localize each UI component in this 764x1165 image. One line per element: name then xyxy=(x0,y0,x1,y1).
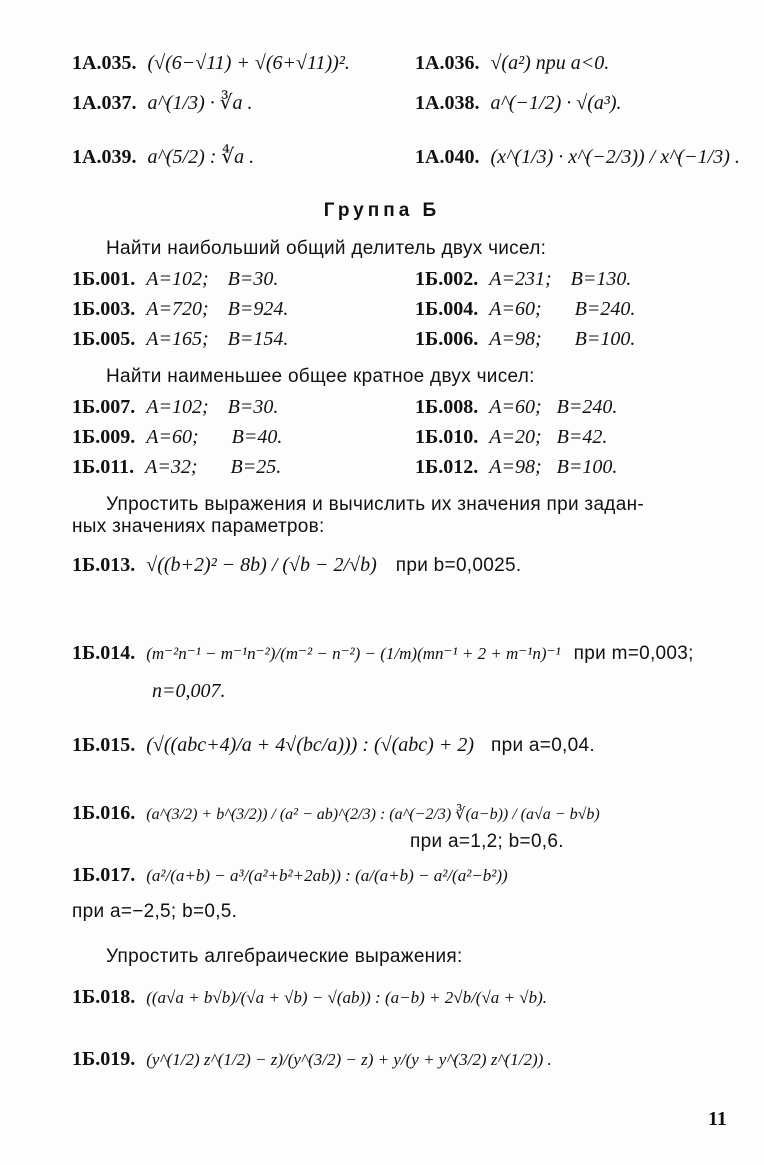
value-b: B=240. xyxy=(574,298,636,320)
problem-1b008 xyxy=(415,394,617,420)
problem-1a037 xyxy=(72,90,253,116)
problem-expression: √(a²) при a<0. xyxy=(490,52,610,74)
problem-1b013 xyxy=(72,552,521,579)
problem-condition: при b=0,0025. xyxy=(395,555,522,576)
problem-id: 1Б.018. xyxy=(72,986,136,1008)
problem-1b009 xyxy=(72,424,282,450)
problem-1b017-cond xyxy=(72,898,237,925)
problem-id: 1Б.012. xyxy=(415,456,479,478)
value-b: B=25. xyxy=(230,456,282,478)
problem-id: 1Б.003. xyxy=(72,298,136,320)
problem-1b012 xyxy=(415,454,617,480)
problem-id: 1Б.001. xyxy=(72,268,136,290)
problem-condition: при a=−2,5; b=0,5. xyxy=(72,901,238,922)
problem-expression: (a²/(a+b) − a³/(a²+b²+2ab)) : (a/(a+b) − a²/(a²−b²)) xyxy=(146,866,508,885)
problem-condition: при a=0,04. xyxy=(490,735,595,756)
value-a: A=60; xyxy=(489,396,542,418)
problem-id: 1Б.016. xyxy=(72,802,136,824)
value-b: B=42. xyxy=(556,426,608,448)
page-number: 11 xyxy=(708,1108,727,1130)
problem-1a036 xyxy=(415,50,609,76)
problem-id: 1Б.017. xyxy=(72,864,136,886)
problem-1b001 xyxy=(72,266,278,292)
problem-expression: (√((abc+4)/a + 4√(bc/a))) : (√(abc) + 2) xyxy=(146,734,474,756)
problem-1b015 xyxy=(72,732,595,759)
problem-1a040 xyxy=(415,144,740,170)
problem-1b002 xyxy=(415,266,631,292)
value-a: A=60; xyxy=(146,426,199,448)
problem-id: 1А.036. xyxy=(415,52,480,74)
problem-1b019 xyxy=(72,1046,552,1073)
problem-expression: (m⁻²n⁻¹ − m⁻¹n⁻²)/(m⁻² − n⁻²) − (1/m)(mn⁻¹ + 2 + m⁻¹n)⁻¹ xyxy=(146,644,561,663)
problem-expression: (x^(1/3) · x^(−2/3)) / x^(−1/3) . xyxy=(490,146,740,168)
section-heading-lcm: Найти наименьшее общее кратное двух чисел: xyxy=(106,366,535,387)
problem-id: 1А.040. xyxy=(415,146,480,168)
problem-1b004 xyxy=(415,296,635,322)
problem-1b006 xyxy=(415,326,635,352)
problem-1a035 xyxy=(72,50,350,76)
problem-id: 1Б.015. xyxy=(72,734,136,756)
problem-1b014 xyxy=(72,640,694,667)
problem-id: 1А.038. xyxy=(415,92,480,114)
problem-id: 1Б.019. xyxy=(72,1048,136,1070)
value-a: A=32; xyxy=(145,456,198,478)
problem-expression: a^(1/3) · ∛a . xyxy=(147,92,253,114)
problem-expression: (a^(3/2) + b^(3/2)) / (a² − ab)^(2/3) : (a^(−2/3) ∛(a−b)) / (a√a − b√b) xyxy=(146,806,600,823)
value-a: A=98; xyxy=(489,328,542,350)
value-b: B=40. xyxy=(231,426,283,448)
problem-id: 1Б.010. xyxy=(415,426,479,448)
value-a: A=165; xyxy=(146,328,209,350)
problem-id: 1А.035. xyxy=(72,52,137,74)
problem-id: 1Б.014. xyxy=(72,642,136,664)
problem-1b018 xyxy=(72,984,547,1011)
value-b: B=130. xyxy=(570,268,632,290)
value-a: A=720; xyxy=(146,298,209,320)
problem-id: 1Б.013. xyxy=(72,554,136,576)
problem-id: 1Б.007. xyxy=(72,396,136,418)
problem-expression: a^(5/2) : ∜a . xyxy=(147,146,255,168)
problem-1b007 xyxy=(72,394,278,420)
section-heading-simplify: Упростить выражения и вычислить их значения при задан- xyxy=(106,494,644,515)
problem-1b016-cond xyxy=(410,828,564,855)
value-b: B=30. xyxy=(227,396,279,418)
problem-expression: √((b+2)² − 8b) / (√b − 2/√b) xyxy=(146,554,377,576)
value-b: B=924. xyxy=(227,298,289,320)
value-b: B=154. xyxy=(227,328,289,350)
value-a: A=102; xyxy=(146,396,209,418)
group-title: Группа Б xyxy=(323,200,441,221)
value-a: A=60; xyxy=(489,298,542,320)
problem-expression: (√(6−√11) + √(6+√11))². xyxy=(147,52,350,74)
value-a: A=102; xyxy=(146,268,209,290)
problem-1a038 xyxy=(415,90,622,116)
problem-id: 1Б.009. xyxy=(72,426,136,448)
problem-expression: a^(−1/2) · √(a³). xyxy=(490,92,622,114)
section-heading-gcd: Найти наибольший общий делитель двух чисел: xyxy=(106,238,547,259)
problem-id: 1Б.002. xyxy=(415,268,479,290)
problem-id: 1Б.008. xyxy=(415,396,479,418)
problem-expression: ((a√a + b√b)/(√a + √b) − √(ab)) : (a−b) + 2√b/(√a + √b). xyxy=(146,988,547,1007)
value-b: B=30. xyxy=(227,268,279,290)
problem-1b011 xyxy=(72,454,281,480)
value-a: A=98; xyxy=(489,456,542,478)
problem-id: 1Б.005. xyxy=(72,328,136,350)
problem-1b005 xyxy=(72,326,288,352)
problem-id: 1Б.004. xyxy=(415,298,479,320)
value-a: A=231; xyxy=(489,268,552,290)
problem-condition: при m=0,003; xyxy=(573,643,694,664)
value-a: A=20; xyxy=(489,426,542,448)
problem-1b003 xyxy=(72,296,288,322)
problem-condition: n=0,007. xyxy=(152,680,226,702)
problem-id: 1Б.006. xyxy=(415,328,479,350)
section-heading-simplify-algebraic: Упростить алгебраические выражения: xyxy=(106,946,463,967)
value-b: B=240. xyxy=(556,396,618,418)
problem-expression: (y^(1/2) z^(1/2) − z)/(y^(3/2) − z) + y/(y + y^(3/2) z^(1/2)) . xyxy=(146,1050,552,1069)
problem-id: 1А.039. xyxy=(72,146,137,168)
problem-1b016 xyxy=(72,800,600,828)
value-b: B=100. xyxy=(574,328,636,350)
problem-condition: при a=1,2; b=0,6. xyxy=(410,831,564,852)
problem-1b010 xyxy=(415,424,607,450)
problem-1b014-cond2 xyxy=(152,678,226,704)
problem-1b017 xyxy=(72,862,508,889)
section-heading-simplify-cont: ных значениях параметров: xyxy=(72,516,325,537)
problem-1a039 xyxy=(72,144,254,170)
problem-id: 1А.037. xyxy=(72,92,137,114)
problem-id: 1Б.011. xyxy=(72,456,135,478)
value-b: B=100. xyxy=(556,456,618,478)
